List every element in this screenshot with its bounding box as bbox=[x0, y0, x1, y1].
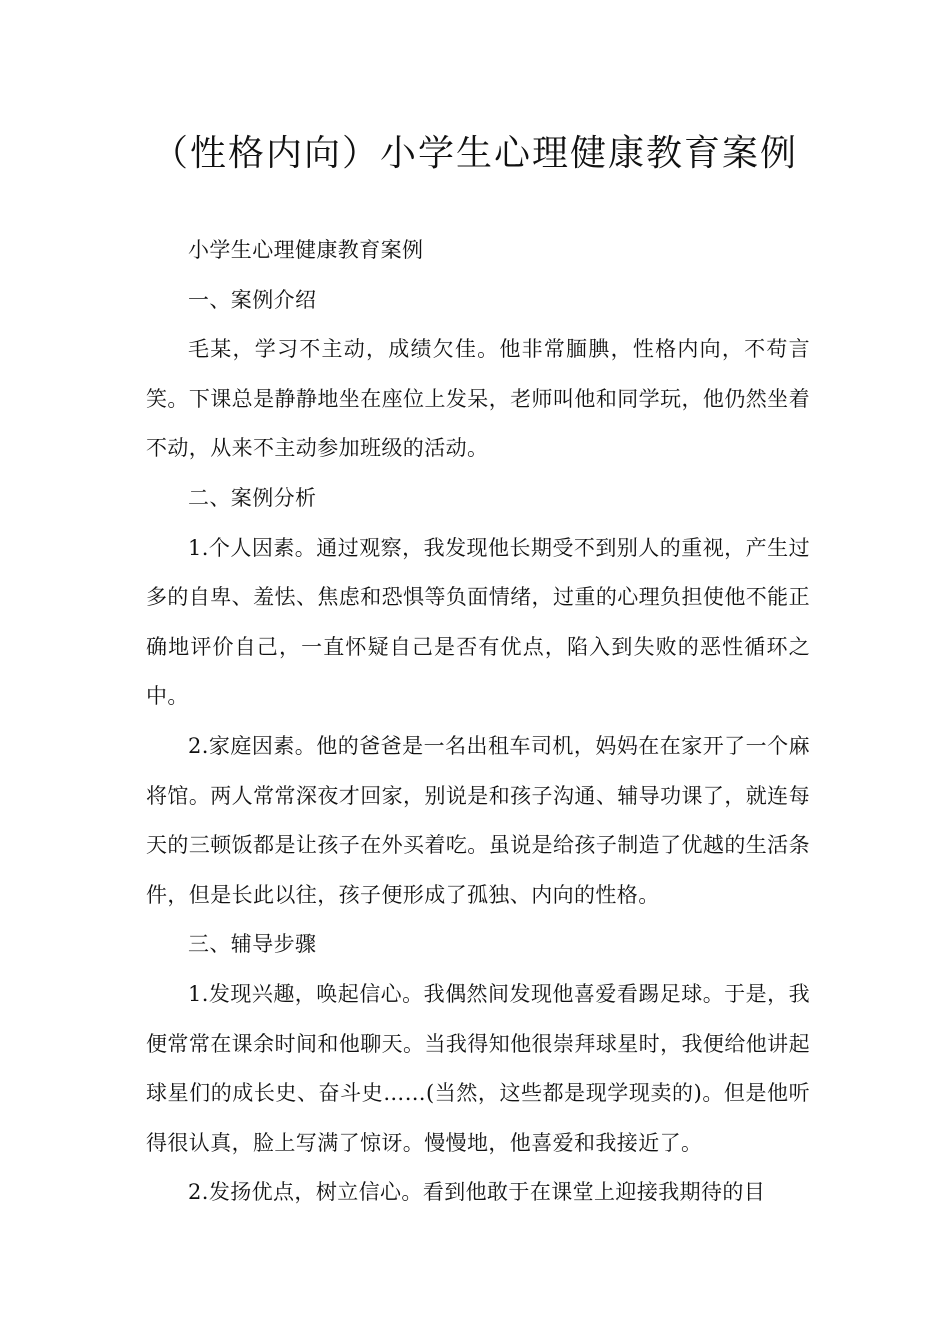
paragraph-step-1: 1.发现兴趣，唤起信心。我偶然间发现他喜爱看踢足球。于是，我便常常在课余时间和他聊天。当我得知他很崇拜球星时，我便给他讲起球星们的成长史、奋斗史……(当然，这些都是现学现卖的)。但是他听得很认真，脸上写满了惊讶。慢慢地，他喜爱和我接近了。 bbox=[146, 981, 810, 1155]
paragraph-family-factor: 2.家庭因素。他的爸爸是一名出租车司机，妈妈在在家开了一个麻将馆。两人常常深夜才回家，别说是和孩子沟通、辅导功课了，就连每天的三顿饭都是让孩子在外买着吃。虽说是给孩子制造了优越的生活条件，但是长此以往，孩子便形成了孤独、内向的性格。 bbox=[146, 733, 810, 907]
paragraph-subtitle: 小学生心理健康教育案例 bbox=[188, 238, 424, 262]
paragraph-section-heading-1: 一、案例介绍 bbox=[188, 287, 317, 312]
paragraph-case-intro: 毛某，学习不主动，成绩欠佳。他非常腼腆，性格内向，不苟言笑。下课总是静静地坐在座位上发呆，老师叫他和同学玩，他仍然坐着不动，从来不主动参加班级的活动。 bbox=[146, 337, 810, 461]
paragraph-step-2: 2.发扬优点，树立信心。看到他敢于在课堂上迎接我期待的目 bbox=[188, 1180, 766, 1205]
paragraph-personal-factor: 1.个人因素。通过观察，我发现他长期受不到别人的重视，产生过多的自卑、羞怯、焦虑和恐惧等负面情绪，过重的心理负担使他不能正确地评价自己，一直怀疑自己是否有优点，陷入到失败的恶性循环之中。 bbox=[146, 535, 810, 709]
document-body bbox=[146, 226, 810, 1218]
paragraph-section-heading-3: 三、辅导步骤 bbox=[188, 932, 317, 957]
document-title: （性格内向）小学生心理健康教育案例 bbox=[151, 133, 798, 174]
paragraph-section-heading-2: 二、案例分析 bbox=[188, 485, 317, 510]
